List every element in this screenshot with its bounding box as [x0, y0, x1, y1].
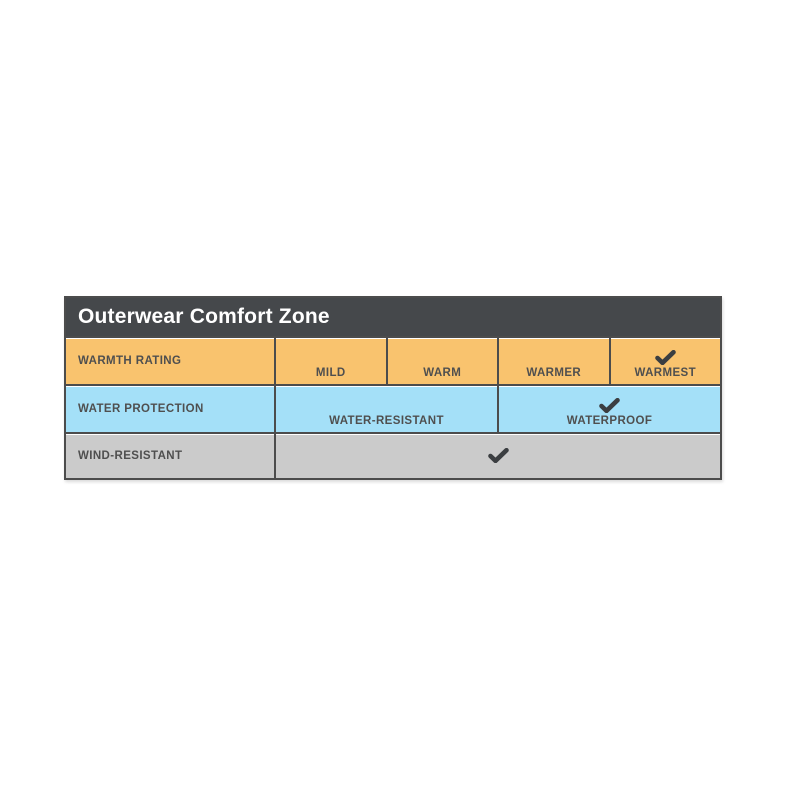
water-option-waterproof-label: WATERPROOF: [566, 415, 653, 427]
outerwear-comfort-zone-table: [64, 296, 722, 480]
checkmark-icon: [488, 448, 509, 463]
water-option-waterproof: [497, 386, 720, 432]
wind-resistant-check-cell: [274, 434, 720, 478]
warmth-rating-row: [66, 336, 720, 384]
water-option-water-resistant-label: WATER-RESISTANT: [329, 415, 444, 427]
warmth-option-warm-label: WARM: [423, 367, 462, 379]
wind-resistant-row: [66, 432, 720, 478]
water-option-water-resistant: [274, 386, 497, 432]
warmth-option-warmer: [497, 338, 609, 384]
warmth-option-warmest-label: WARMEST: [634, 367, 697, 379]
water-protection-row: [66, 384, 720, 432]
warmth-option-mild: [274, 338, 386, 384]
checkmark-icon: [655, 350, 676, 365]
warmth-option-mild-label: MILD: [315, 367, 346, 379]
warmth-option-warmest: [609, 338, 721, 384]
checkmark-icon: [599, 398, 620, 413]
table-title: Outerwear Comfort Zone: [78, 305, 330, 328]
water-protection-label: WATER PROTECTION: [78, 403, 204, 415]
warmth-option-warmer-label: WARMER: [526, 367, 582, 379]
warmth-option-warm: [386, 338, 498, 384]
warmth-rating-label: WARMTH RATING: [78, 355, 182, 367]
table-title-bar: [66, 298, 720, 336]
wind-resistant-label: WIND-RESISTANT: [78, 450, 183, 462]
